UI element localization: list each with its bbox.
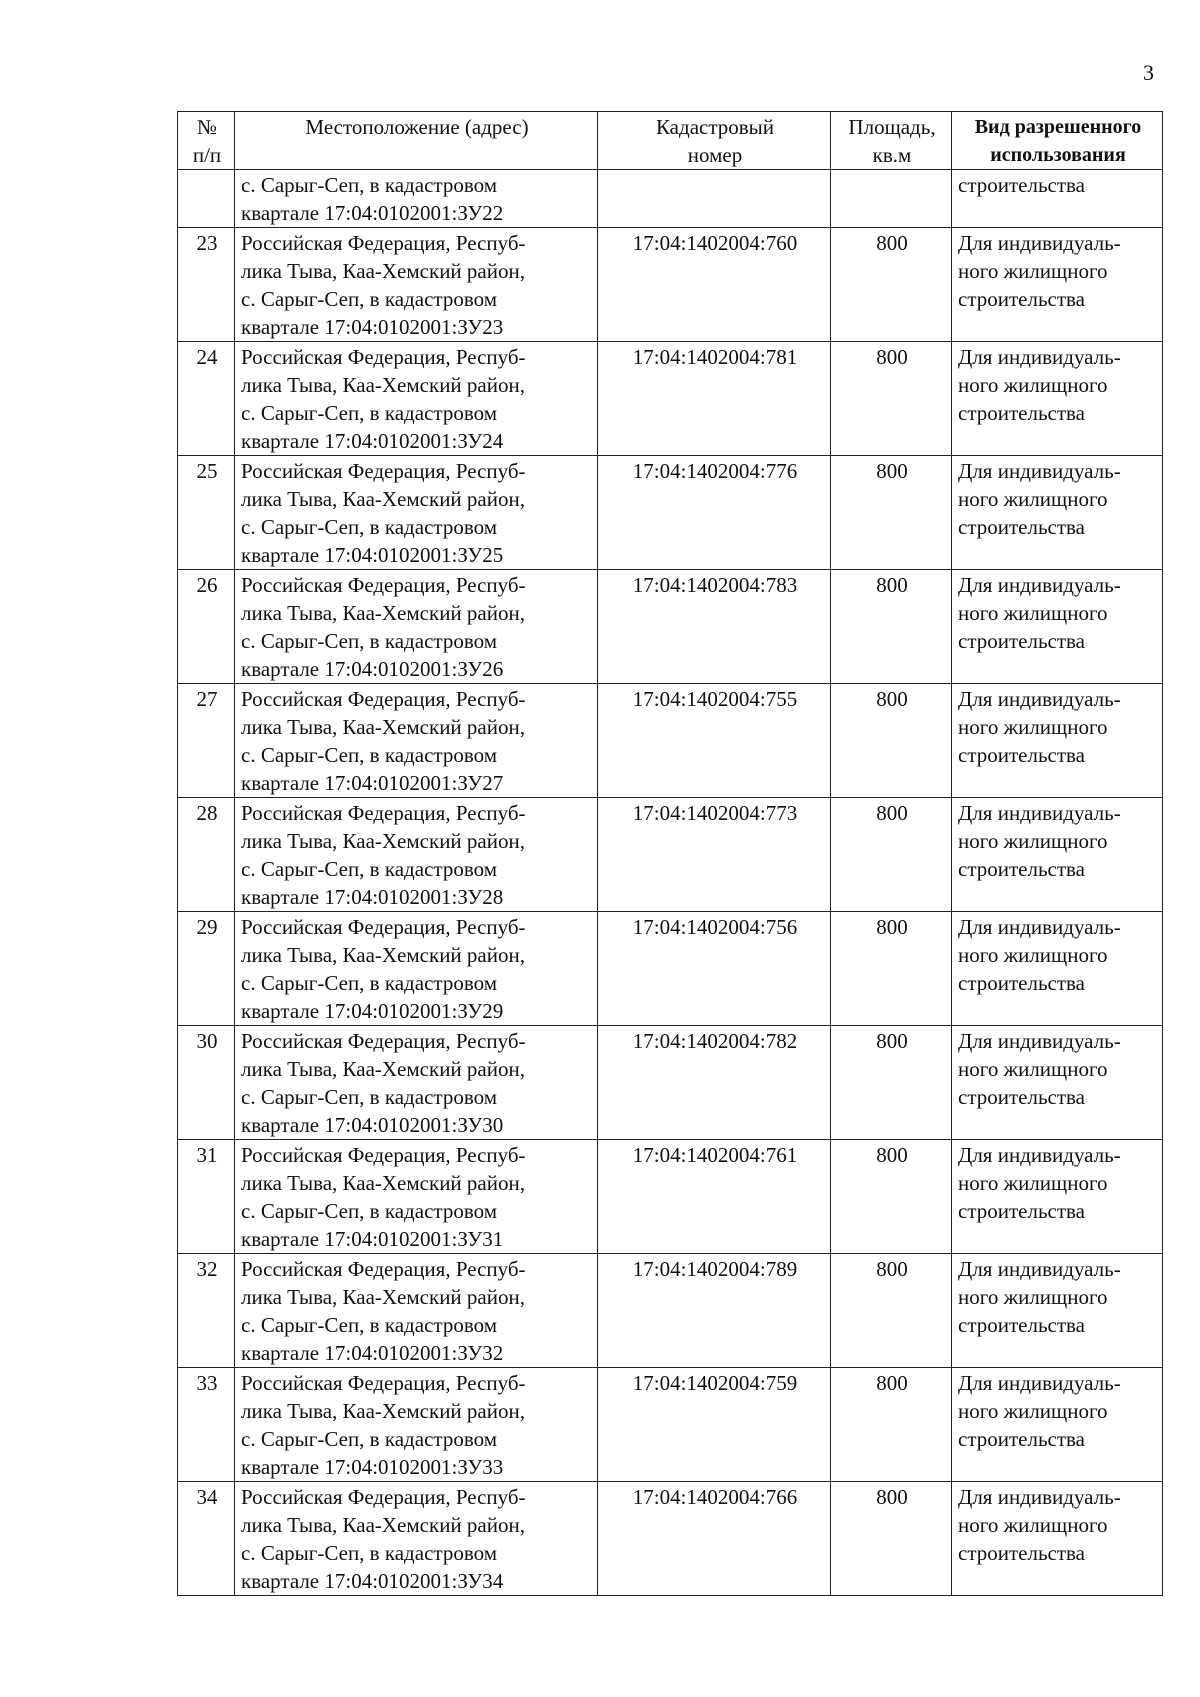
cell-address bbox=[235, 342, 598, 456]
header-use-line: использования bbox=[990, 144, 1126, 166]
cell-num: 30 bbox=[178, 1026, 235, 1140]
cell-use bbox=[952, 1140, 1163, 1254]
address-line: квартале 17:04:0102001:ЗУ22 bbox=[241, 201, 504, 225]
address-line: лика Тыва, Каа-Хемский район, bbox=[241, 1285, 525, 1309]
cell-use bbox=[952, 798, 1163, 912]
cell-use bbox=[952, 170, 1163, 228]
land-plots-table bbox=[177, 111, 1163, 1596]
header-num-line: № bbox=[196, 115, 218, 139]
cell-num: 33 bbox=[178, 1368, 235, 1482]
header-num bbox=[178, 112, 235, 170]
address-line: Российская Федерация, Респуб- bbox=[241, 1257, 526, 1281]
address-line: с. Сарыг-Сеп, в кадастровом bbox=[241, 1199, 497, 1223]
use-line: ного жилищного bbox=[958, 487, 1108, 511]
use-line: строительства bbox=[958, 173, 1086, 197]
use-line: ного жилищного bbox=[958, 1285, 1108, 1309]
cell-cadastral: 17:04:1402004:755 bbox=[598, 684, 831, 798]
table-row bbox=[178, 912, 1163, 1026]
address-line: Российская Федерация, Респуб- bbox=[241, 573, 526, 597]
header-cadastral-line: номер bbox=[687, 143, 743, 167]
address-line: квартале 17:04:0102001:ЗУ29 bbox=[241, 999, 504, 1023]
use-line: Для индивидуаль- bbox=[958, 1143, 1121, 1167]
cell-address bbox=[235, 456, 598, 570]
cell-cadastral: 17:04:1402004:756 bbox=[598, 912, 831, 1026]
address-line: с. Сарыг-Сеп, в кадастровом bbox=[241, 1541, 497, 1565]
table-row bbox=[178, 342, 1163, 456]
cell-address bbox=[235, 570, 598, 684]
header-use bbox=[952, 112, 1163, 170]
use-line: ного жилищного bbox=[958, 373, 1108, 397]
use-line: строительства bbox=[958, 1541, 1086, 1565]
cell-cadastral bbox=[598, 170, 831, 228]
address-line: с. Сарыг-Сеп, в кадастровом bbox=[241, 971, 497, 995]
cell-area: 800 bbox=[831, 1140, 952, 1254]
use-line: ного жилищного bbox=[958, 1399, 1108, 1423]
cell-address bbox=[235, 684, 598, 798]
header-use-line: Вид разрешенного bbox=[974, 116, 1142, 138]
address-line: лика Тыва, Каа-Хемский район, bbox=[241, 1057, 525, 1081]
use-line: строительства bbox=[958, 743, 1086, 767]
address-line: квартале 17:04:0102001:ЗУ32 bbox=[241, 1341, 504, 1365]
use-line: ного жилищного bbox=[958, 715, 1108, 739]
cell-area: 800 bbox=[831, 1026, 952, 1140]
cell-area bbox=[831, 170, 952, 228]
use-line: строительства bbox=[958, 287, 1086, 311]
use-line: ного жилищного bbox=[958, 259, 1108, 283]
use-line: ного жилищного bbox=[958, 1057, 1108, 1081]
header-address bbox=[235, 112, 598, 170]
address-line: лика Тыва, Каа-Хемский район, bbox=[241, 1399, 525, 1423]
table-body bbox=[178, 170, 1163, 1596]
cell-use bbox=[952, 1368, 1163, 1482]
address-line: Российская Федерация, Респуб- bbox=[241, 915, 526, 939]
use-line: ного жилищного bbox=[958, 829, 1108, 853]
address-line: Российская Федерация, Респуб- bbox=[241, 459, 526, 483]
cell-area: 800 bbox=[831, 798, 952, 912]
cell-num: 26 bbox=[178, 570, 235, 684]
cell-area: 800 bbox=[831, 456, 952, 570]
cell-num: 31 bbox=[178, 1140, 235, 1254]
use-line: Для индивидуаль- bbox=[958, 1257, 1121, 1281]
cell-cadastral: 17:04:1402004:761 bbox=[598, 1140, 831, 1254]
address-line: с. Сарыг-Сеп, в кадастровом bbox=[241, 857, 497, 881]
cell-area: 800 bbox=[831, 1368, 952, 1482]
cell-area: 800 bbox=[831, 1254, 952, 1368]
header-area-line: Площадь, bbox=[848, 115, 936, 139]
cell-area: 800 bbox=[831, 570, 952, 684]
cell-area: 800 bbox=[831, 684, 952, 798]
address-line: Российская Федерация, Респуб- bbox=[241, 801, 526, 825]
use-line: Для индивидуаль- bbox=[958, 915, 1121, 939]
cell-cadastral: 17:04:1402004:781 bbox=[598, 342, 831, 456]
use-line: Для индивидуаль- bbox=[958, 459, 1121, 483]
cell-num: 25 bbox=[178, 456, 235, 570]
use-line: Для индивидуаль- bbox=[958, 801, 1121, 825]
address-line: квартале 17:04:0102001:ЗУ28 bbox=[241, 885, 504, 909]
cell-use bbox=[952, 1254, 1163, 1368]
use-line: Для индивидуаль- bbox=[958, 1485, 1121, 1509]
address-line: Российская Федерация, Респуб- bbox=[241, 687, 526, 711]
use-line: Для индивидуаль- bbox=[958, 573, 1121, 597]
address-line: квартале 17:04:0102001:ЗУ26 bbox=[241, 657, 504, 681]
table-row bbox=[178, 798, 1163, 912]
cell-num: 27 bbox=[178, 684, 235, 798]
address-line: квартале 17:04:0102001:ЗУ31 bbox=[241, 1227, 504, 1251]
header-row bbox=[178, 112, 1163, 170]
header-cadastral-line: Кадастровый bbox=[655, 115, 775, 139]
cell-num bbox=[178, 170, 235, 228]
use-line: строительства bbox=[958, 629, 1086, 653]
cell-area: 800 bbox=[831, 342, 952, 456]
use-line: ного жилищного bbox=[958, 1171, 1108, 1195]
use-line: строительства bbox=[958, 1427, 1086, 1451]
address-line: Российская Федерация, Респуб- bbox=[241, 231, 526, 255]
header-area-line: кв.м bbox=[872, 143, 912, 167]
cell-area: 800 bbox=[831, 228, 952, 342]
table-row bbox=[178, 570, 1163, 684]
table-row-continuation bbox=[178, 170, 1163, 228]
table-header bbox=[178, 112, 1163, 170]
address-line: Российская Федерация, Респуб- bbox=[241, 345, 526, 369]
address-line: лика Тыва, Каа-Хемский район, bbox=[241, 1171, 525, 1195]
address-line: с. Сарыг-Сеп, в кадастровом bbox=[241, 287, 497, 311]
use-line: ного жилищного bbox=[958, 1513, 1108, 1537]
address-line: квартале 17:04:0102001:ЗУ30 bbox=[241, 1113, 504, 1137]
cell-use bbox=[952, 1482, 1163, 1596]
use-line: ного жилищного bbox=[958, 943, 1108, 967]
cell-area: 800 bbox=[831, 1482, 952, 1596]
header-area bbox=[831, 112, 952, 170]
cell-use bbox=[952, 342, 1163, 456]
use-line: строительства bbox=[958, 401, 1086, 425]
cell-use bbox=[952, 684, 1163, 798]
use-line: Для индивидуаль- bbox=[958, 1371, 1121, 1395]
cell-address bbox=[235, 1026, 598, 1140]
cell-num: 29 bbox=[178, 912, 235, 1026]
cell-cadastral: 17:04:1402004:766 bbox=[598, 1482, 831, 1596]
address-line: лика Тыва, Каа-Хемский район, bbox=[241, 373, 525, 397]
cell-cadastral: 17:04:1402004:759 bbox=[598, 1368, 831, 1482]
use-line: строительства bbox=[958, 971, 1086, 995]
table-row bbox=[178, 228, 1163, 342]
table-row bbox=[178, 684, 1163, 798]
address-line: Российская Федерация, Респуб- bbox=[241, 1485, 526, 1509]
address-line: квартале 17:04:0102001:ЗУ24 bbox=[241, 429, 504, 453]
address-line: квартале 17:04:0102001:ЗУ34 bbox=[241, 1569, 504, 1593]
address-line: Российская Федерация, Респуб- bbox=[241, 1029, 526, 1053]
cell-cadastral: 17:04:1402004:783 bbox=[598, 570, 831, 684]
address-line: лика Тыва, Каа-Хемский район, bbox=[241, 259, 525, 283]
address-line: квартале 17:04:0102001:ЗУ23 bbox=[241, 315, 504, 339]
cell-use bbox=[952, 570, 1163, 684]
cell-cadastral: 17:04:1402004:773 bbox=[598, 798, 831, 912]
cell-use bbox=[952, 1026, 1163, 1140]
use-line: строительства bbox=[958, 515, 1086, 539]
cell-address bbox=[235, 1140, 598, 1254]
use-line: Для индивидуаль- bbox=[958, 231, 1121, 255]
cell-use bbox=[952, 912, 1163, 1026]
cell-address bbox=[235, 228, 598, 342]
address-line: лика Тыва, Каа-Хемский район, bbox=[241, 943, 525, 967]
table-row bbox=[178, 1026, 1163, 1140]
address-line: с. Сарыг-Сеп, в кадастровом bbox=[241, 743, 497, 767]
address-line: с. Сарыг-Сеп, в кадастровом bbox=[241, 515, 497, 539]
cell-cadastral: 17:04:1402004:782 bbox=[598, 1026, 831, 1140]
use-line: Для индивидуаль- bbox=[958, 1029, 1121, 1053]
table-row bbox=[178, 1140, 1163, 1254]
cell-num: 28 bbox=[178, 798, 235, 912]
table-row bbox=[178, 1482, 1163, 1596]
address-line: с. Сарыг-Сеп, в кадастровом bbox=[241, 173, 497, 197]
address-line: с. Сарыг-Сеп, в кадастровом bbox=[241, 1427, 497, 1451]
cell-use bbox=[952, 456, 1163, 570]
cell-cadastral: 17:04:1402004:789 bbox=[598, 1254, 831, 1368]
cell-num: 23 bbox=[178, 228, 235, 342]
address-line: Российская Федерация, Респуб- bbox=[241, 1371, 526, 1395]
cell-area: 800 bbox=[831, 912, 952, 1026]
use-line: строительства bbox=[958, 1085, 1086, 1109]
address-line: лика Тыва, Каа-Хемский район, bbox=[241, 601, 525, 625]
use-line: строительства bbox=[958, 857, 1086, 881]
cell-num: 32 bbox=[178, 1254, 235, 1368]
use-line: ного жилищного bbox=[958, 601, 1108, 625]
header-address-text: Местоположение (адрес) bbox=[305, 115, 529, 139]
address-line: с. Сарыг-Сеп, в кадастровом bbox=[241, 1313, 497, 1337]
cell-use bbox=[952, 228, 1163, 342]
cell-cadastral: 17:04:1402004:760 bbox=[598, 228, 831, 342]
cell-num: 34 bbox=[178, 1482, 235, 1596]
cell-address bbox=[235, 1482, 598, 1596]
address-line: лика Тыва, Каа-Хемский район, bbox=[241, 1513, 525, 1537]
table-row bbox=[178, 1254, 1163, 1368]
header-cadastral bbox=[598, 112, 831, 170]
page-number: 3 bbox=[1143, 60, 1154, 85]
address-line: квартале 17:04:0102001:ЗУ27 bbox=[241, 771, 504, 795]
cell-address bbox=[235, 1254, 598, 1368]
cell-cadastral: 17:04:1402004:776 bbox=[598, 456, 831, 570]
cell-address bbox=[235, 798, 598, 912]
header-num-line: п/п bbox=[192, 143, 222, 167]
table-row bbox=[178, 456, 1163, 570]
address-line: лика Тыва, Каа-Хемский район, bbox=[241, 829, 525, 853]
cell-address bbox=[235, 912, 598, 1026]
cell-num: 24 bbox=[178, 342, 235, 456]
address-line: лика Тыва, Каа-Хемский район, bbox=[241, 715, 525, 739]
use-line: Для индивидуаль- bbox=[958, 687, 1121, 711]
table-row bbox=[178, 1368, 1163, 1482]
use-line: Для индивидуаль- bbox=[958, 345, 1121, 369]
address-line: квартале 17:04:0102001:ЗУ33 bbox=[241, 1455, 504, 1479]
use-line: строительства bbox=[958, 1199, 1086, 1223]
cell-address bbox=[235, 1368, 598, 1482]
address-line: с. Сарыг-Сеп, в кадастровом bbox=[241, 629, 497, 653]
address-line: с. Сарыг-Сеп, в кадастровом bbox=[241, 1085, 497, 1109]
address-line: Российская Федерация, Респуб- bbox=[241, 1143, 526, 1167]
cell-address bbox=[235, 170, 598, 228]
address-line: с. Сарыг-Сеп, в кадастровом bbox=[241, 401, 497, 425]
use-line: строительства bbox=[958, 1313, 1086, 1337]
address-line: лика Тыва, Каа-Хемский район, bbox=[241, 487, 525, 511]
address-line: квартале 17:04:0102001:ЗУ25 bbox=[241, 543, 504, 567]
